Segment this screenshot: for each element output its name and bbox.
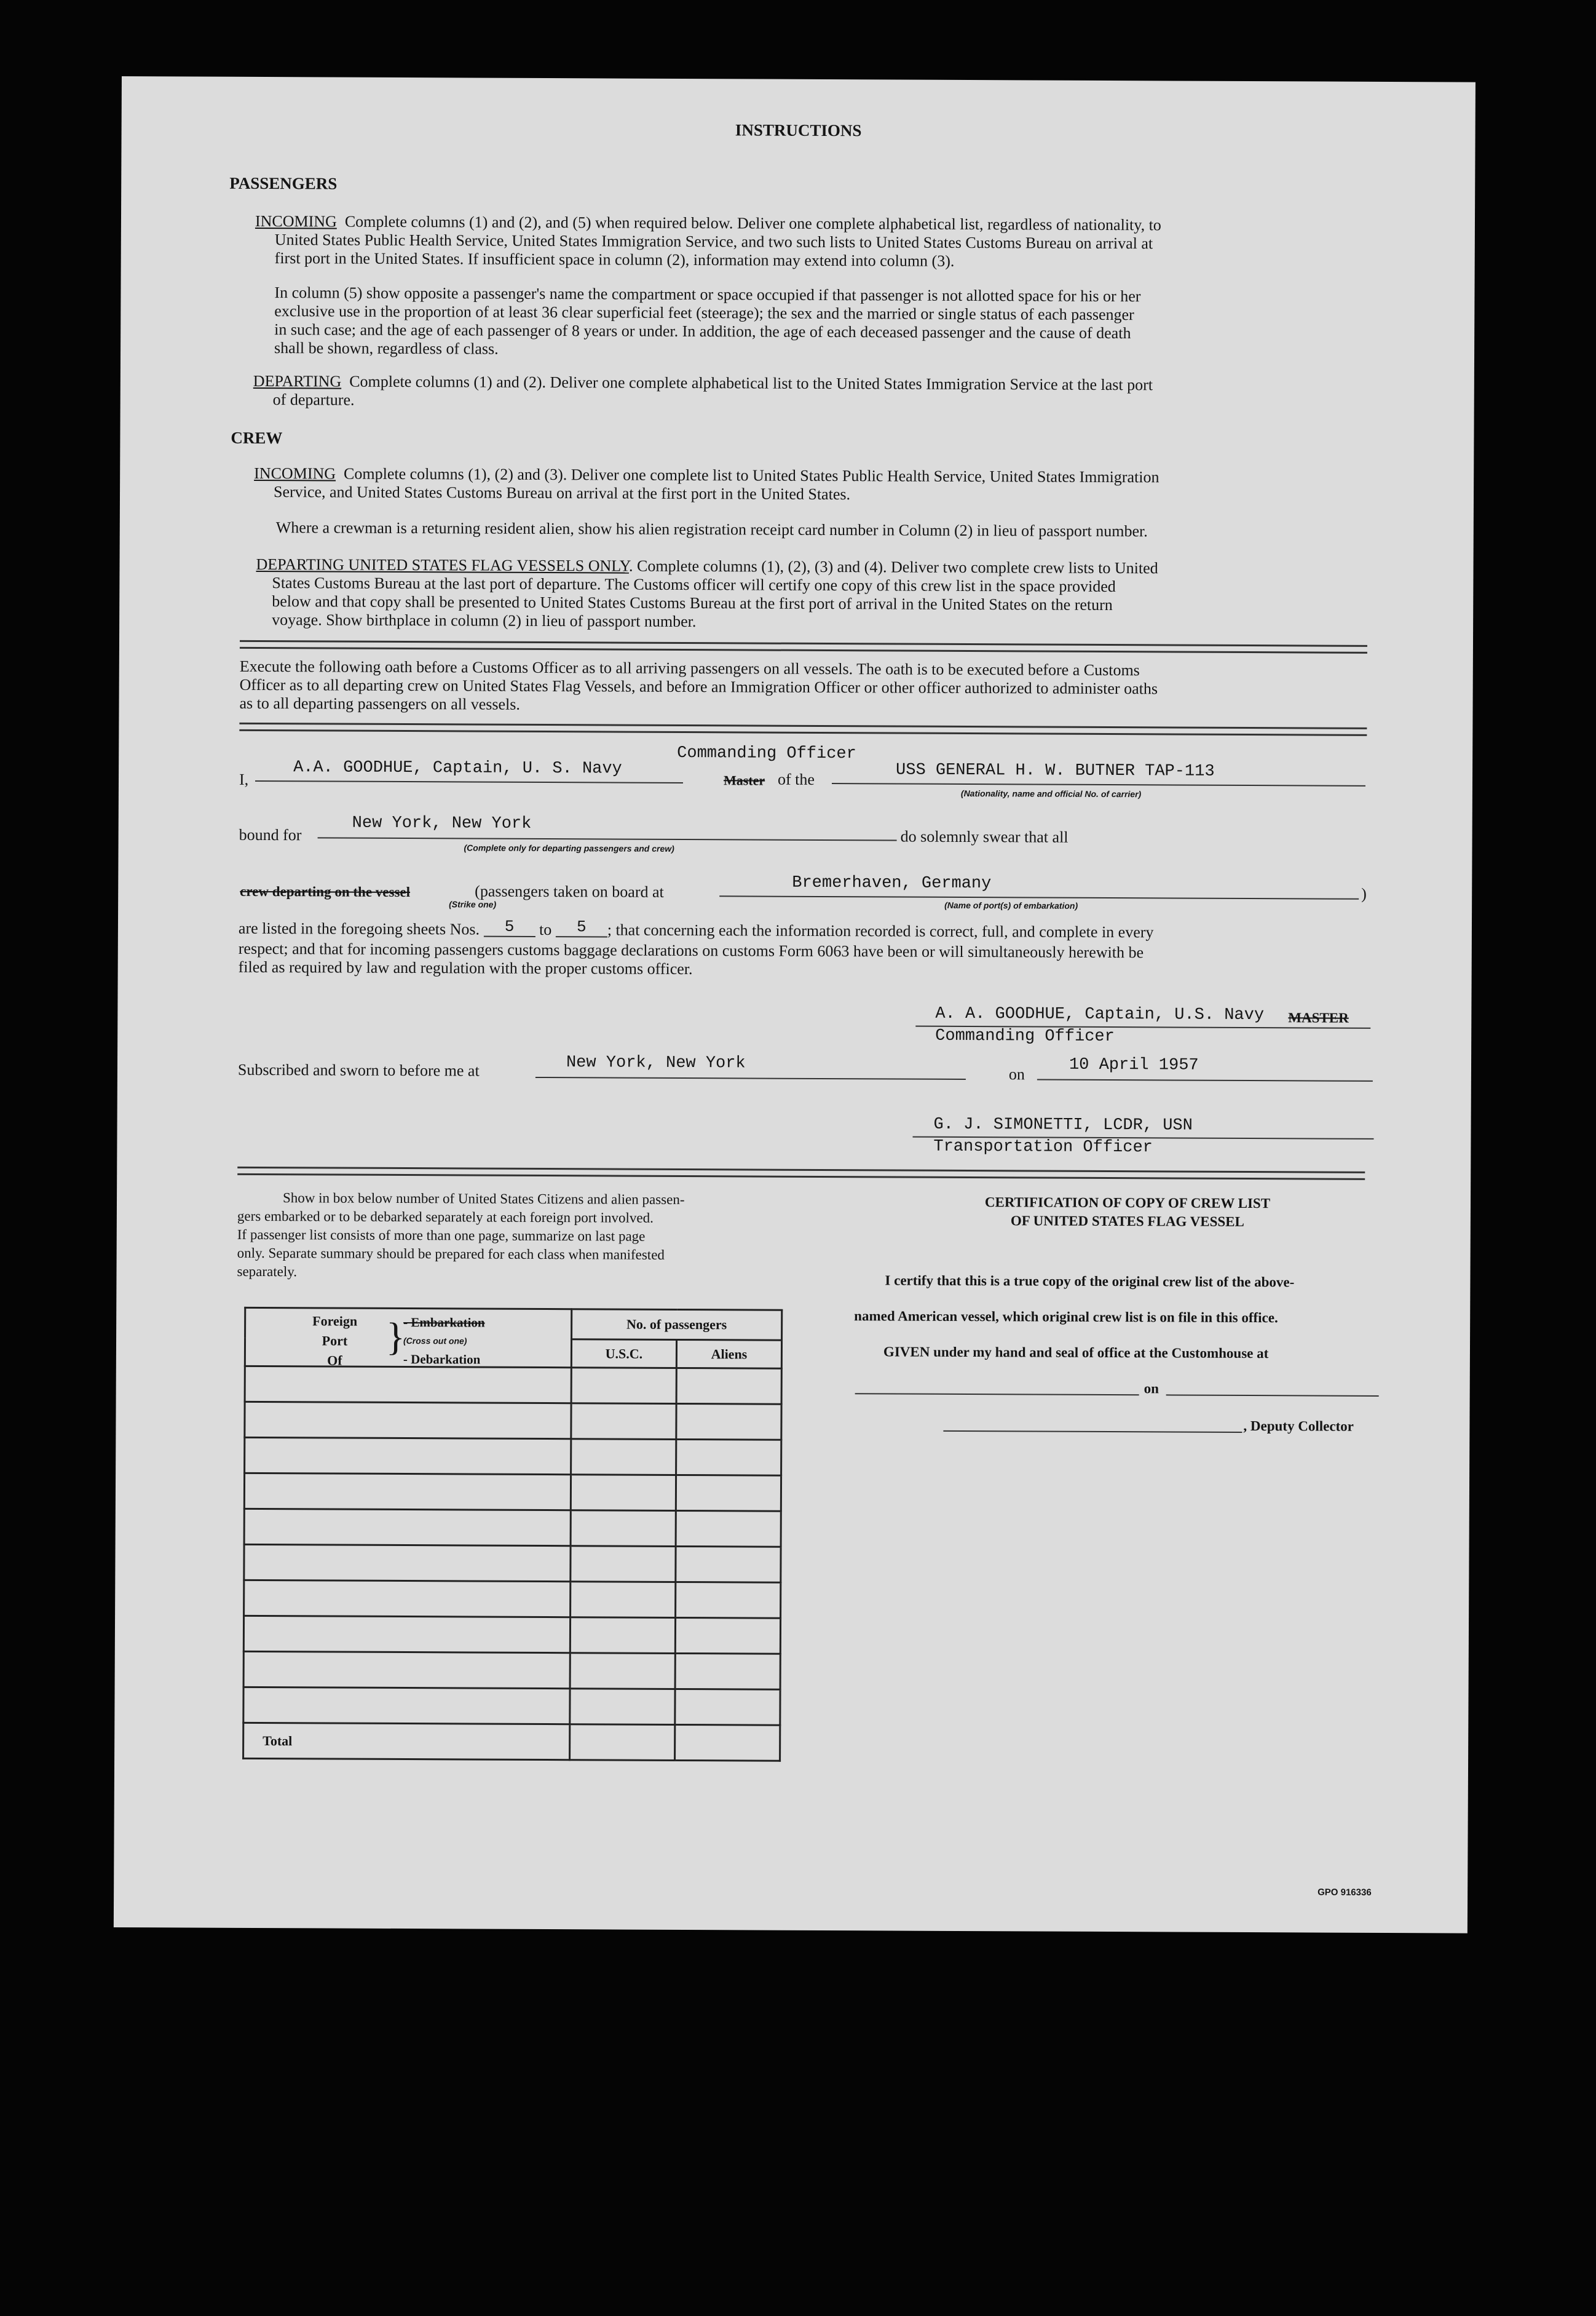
aliens-cell[interactable]	[675, 1653, 780, 1689]
table-row	[243, 1651, 780, 1689]
total-row	[243, 1723, 780, 1761]
incoming-text-3: first port in the United States. If insufficient space in column (2), information may extend into column (3).	[274, 249, 955, 270]
aliens-total-cell[interactable]	[675, 1724, 780, 1761]
sworn-on-label: on	[1008, 1065, 1025, 1084]
officer-title: Commanding Officer	[677, 744, 856, 764]
master-struck: Master	[723, 772, 765, 788]
summary-text-3: If passenger list consists of more than one page, summarize on last page	[237, 1226, 646, 1244]
col5-text-3: in such case; and the age of each passenger of 8 years or under. In addition, the age of each deceased passenger and the cause of death	[274, 320, 1131, 343]
passengers-taken-label: (passengers taken on board at	[475, 882, 664, 901]
crew-incoming-text-2: Service, and United States Customs Bureau on arrival at the first port in the United States.	[273, 483, 851, 504]
crew-departing	[256, 555, 1369, 634]
usc-cell[interactable]	[571, 1368, 676, 1404]
certification-title-2: OF UNITED STATES FLAG VESSEL	[1010, 1213, 1244, 1229]
crew-incoming-text-1: Complete columns (1), (2) and (3). Deliver one complete list to United States Public Health Service, United States Immigration	[344, 464, 1159, 486]
deputy-signature-line	[943, 1430, 1242, 1433]
departing-text-2: of departure.	[272, 391, 355, 409]
incoming-text-1: Complete columns (1) and (2), and (5) when required below. Deliver one complete alphabetical list, regardless of nationality, to	[344, 212, 1161, 234]
aliens-cell[interactable]	[676, 1582, 781, 1618]
usc-cell[interactable]	[571, 1582, 676, 1618]
col-port: Port	[322, 1333, 348, 1349]
usc-cell[interactable]	[570, 1617, 675, 1654]
table-row	[244, 1544, 781, 1582]
bound-for-label: bound for	[239, 825, 302, 844]
vessel-name: USS GENERAL H. W. BUTNER TAP-113	[896, 761, 1215, 781]
sheet-from: 5	[483, 918, 535, 937]
officer-signature: G. J. SIMONETTI, LCDR, USN	[933, 1115, 1193, 1135]
master-struck-2: MASTER	[1288, 1010, 1349, 1026]
aliens-cell[interactable]	[676, 1475, 781, 1511]
col5-text-2: exclusive use in the proportion of at least 36 clear superficial feet (steerage); the sex and the married or single status of each passenger	[274, 302, 1134, 324]
port-cell[interactable]	[243, 1687, 570, 1724]
crew-departing-text-2: States Customs Bureau at the last port of departure. The Customs officer will certify one copy of this crew list in the space provided	[272, 574, 1116, 596]
bound-for-caption: (Complete only for departing passengers and crew)	[464, 843, 674, 854]
passengers-incoming	[255, 212, 1362, 272]
cross-out-note: (Cross out one)	[403, 1336, 467, 1346]
crew-departing-text-4: voyage. Show birthplace in column (2) in lieu of passport number.	[272, 611, 697, 631]
cert-date-line	[1166, 1394, 1379, 1397]
usc-total-cell[interactable]	[570, 1724, 675, 1761]
usc-cell[interactable]	[571, 1403, 676, 1440]
oath-intro-1: Execute the following oath before a Customs Officer as to all arriving passengers on all vessels. The oath is to be executed before a Customs	[239, 657, 1140, 680]
foreign-port-header	[245, 1307, 571, 1367]
col5-text-4: shall be shown, regardless of class.	[274, 339, 499, 358]
form-sheet	[114, 76, 1476, 1933]
summary-text-1: Show in box below number of United States Citizens and alien passen-	[282, 1190, 685, 1208]
listed-sheets	[239, 919, 1376, 982]
embark-debark-options	[403, 1313, 485, 1369]
sworn-date: 10 April 1957	[1069, 1055, 1199, 1075]
passengers-heading: PASSENGERS	[229, 173, 338, 193]
vessel-line	[832, 783, 1365, 787]
crew-struck: crew departing on the vessel	[240, 883, 411, 900]
aliens-cell[interactable]	[676, 1510, 781, 1547]
swear-text: do solemnly swear that all	[900, 827, 1069, 846]
deputy-collector-label: , Deputy Collector	[1243, 1418, 1354, 1434]
usc-cell[interactable]	[571, 1475, 676, 1511]
col-foreign: Foreign	[312, 1313, 358, 1329]
oath-intro	[239, 657, 1370, 718]
oath-text-2: respect; and that for incoming passengers customs baggage declarations on customs Form 6063 have been or will simultaneously herewith be	[238, 939, 1144, 962]
section-divider	[240, 640, 1367, 654]
port-cell[interactable]	[245, 1366, 571, 1403]
close-paren: )	[1361, 884, 1367, 903]
officer-signature-title: Transportation Officer	[933, 1137, 1153, 1157]
table-row	[245, 1402, 781, 1440]
incoming-text-2: United States Public Health Service, United States Immigration Service, and two such lists to United States Customs Bureau on arrival at	[274, 231, 1153, 253]
crew-resident-alien: Where a crewman is a returning resident alien, show his alien registration receipt card number in Column (2) in lieu of passport number.	[275, 518, 1148, 541]
aliens-cell[interactable]	[676, 1403, 781, 1440]
summary-text-2: gers embarked or to be debarked separately at each foreign port involved.	[237, 1208, 654, 1226]
port-cell[interactable]	[243, 1616, 570, 1652]
usc-cell[interactable]	[571, 1546, 676, 1582]
oath-intro-2: Officer as to all departing crew on United States Flag Vessels, and before an Immigration Officer or other officer authorized to administer oaths	[239, 675, 1158, 698]
table-row	[244, 1473, 781, 1511]
table-row	[243, 1687, 780, 1725]
port-cell[interactable]	[244, 1473, 571, 1510]
to-label: to	[539, 920, 552, 939]
signature-title: Commanding Officer	[935, 1026, 1115, 1047]
embark-caption: (Name of port(s) of embarkation)	[944, 900, 1078, 911]
page-title: INSTRUCTIONS	[735, 121, 862, 140]
strike-caption: (Strike one)	[449, 899, 497, 910]
section-divider	[239, 723, 1367, 736]
usc-header: U.S.C.	[571, 1339, 676, 1368]
listed-post: ; that concerning each the information recorded is correct, full, and complete in every	[607, 921, 1154, 942]
crew-incoming-label: INCOMING	[254, 464, 336, 483]
port-cell[interactable]	[245, 1437, 571, 1474]
vessel-caption: (Nationality, name and official No. of carrier)	[960, 788, 1142, 799]
total-label: Total	[243, 1723, 570, 1759]
aliens-cell[interactable]	[676, 1368, 781, 1404]
table-row	[245, 1437, 781, 1475]
crew-departing-text-3: below and that copy shall be presented to United States Customs Bureau at the first port of arrival in the United States on the return	[272, 592, 1113, 614]
aliens-cell[interactable]	[675, 1689, 780, 1725]
col-of: Of	[327, 1352, 342, 1368]
certification-title	[882, 1192, 1373, 1231]
section-divider	[237, 1167, 1365, 1180]
no-passengers-header: No. of passengers	[572, 1309, 782, 1340]
usc-cell[interactable]	[570, 1653, 675, 1689]
aliens-header: Aliens	[676, 1339, 781, 1368]
port-cell[interactable]	[244, 1544, 571, 1581]
certification-text-3: GIVEN under my hand and seal of office at the Customhouse at	[883, 1344, 1269, 1362]
declarant-name: A.A. GOODHUE, Captain, U. S. Navy	[293, 758, 622, 779]
declarant-line	[255, 780, 683, 783]
passengers-column5	[274, 284, 1375, 362]
port-cell[interactable]	[244, 1509, 571, 1545]
debarkation-option: - Debarkation	[403, 1352, 481, 1367]
crew-heading: CREW	[231, 428, 283, 448]
bound-for-value: New York, New York	[352, 814, 532, 833]
oath-text-3: filed as required by law and regulation with the proper customs officer.	[238, 958, 693, 978]
port-cell[interactable]	[244, 1580, 571, 1617]
sworn-date-line	[1037, 1079, 1373, 1082]
certification-text-1: I certify that this is a true copy of the original crew list of the above-	[885, 1272, 1295, 1290]
embarkation-option: - Embarkation	[403, 1315, 485, 1330]
embark-line	[719, 895, 1359, 900]
crew-incoming	[254, 464, 1367, 506]
usc-cell[interactable]	[570, 1689, 675, 1725]
listed-pre: are listed in the foregoing sheets Nos.	[238, 919, 480, 938]
crew-departing-text-1: . Complete columns (1), (2), (3) and (4). Deliver two complete crew lists to United	[628, 557, 1158, 577]
sheet-to: 5	[556, 918, 607, 937]
sworn-label: Subscribed and sworn to before me at	[237, 1060, 480, 1080]
certification-title-1: CERTIFICATION OF COPY OF CREW LIST	[984, 1194, 1271, 1212]
col5-text-1: In column (5) show opposite a passenger's name the compartment or space occupied if that passenger is not allotted space for his or her	[274, 284, 1141, 306]
sworn-place-line	[535, 1077, 966, 1080]
departing-label: DEPARTING	[253, 371, 342, 391]
certification-text-2: named American vessel, which original crew list is on file in this office.	[854, 1308, 1278, 1326]
table-row	[244, 1509, 781, 1547]
usc-cell[interactable]	[571, 1439, 676, 1475]
table-row	[243, 1616, 780, 1654]
passenger-summary-table	[242, 1307, 783, 1762]
departing-text-1: Complete columns (1) and (2). Deliver one complete alphabetical list to the United States Immigration Service at the last port	[349, 372, 1153, 394]
sworn-place: New York, New York	[566, 1053, 746, 1073]
summary-text-4: only. Separate summary should be prepared for each class when manifested	[237, 1245, 665, 1263]
port-cell[interactable]	[245, 1402, 571, 1438]
summary-text-5: separately.	[237, 1263, 298, 1280]
master-signature: A. A. GOODHUE, Captain, U.S. Navy	[935, 1004, 1265, 1025]
bound-for-line	[318, 837, 897, 841]
cert-on-label: on	[1144, 1381, 1159, 1397]
aliens-cell[interactable]	[676, 1546, 781, 1582]
aliens-cell[interactable]	[675, 1617, 780, 1654]
of-the-label: of the	[777, 770, 815, 788]
crew-departing-label: DEPARTING UNITED STATES FLAG VESSELS ONLY	[256, 555, 630, 575]
passengers-departing	[253, 372, 1366, 414]
incoming-label: INCOMING	[255, 212, 337, 231]
table-row	[245, 1366, 781, 1404]
brace-icon: }	[385, 1314, 405, 1359]
foreign-port-label	[312, 1311, 357, 1370]
gpo-code: GPO 916336	[1317, 1887, 1372, 1898]
cert-place-line	[855, 1393, 1139, 1395]
embark-port: Bremerhaven, Germany	[792, 873, 992, 894]
oath-i-label: I,	[239, 770, 249, 788]
port-cell[interactable]	[243, 1651, 570, 1688]
aliens-cell[interactable]	[676, 1439, 781, 1475]
table-row	[244, 1580, 781, 1618]
usc-cell[interactable]	[571, 1510, 676, 1547]
oath-intro-3: as to all departing passengers on all vessels.	[239, 694, 520, 713]
summary-instructions	[237, 1189, 778, 1283]
